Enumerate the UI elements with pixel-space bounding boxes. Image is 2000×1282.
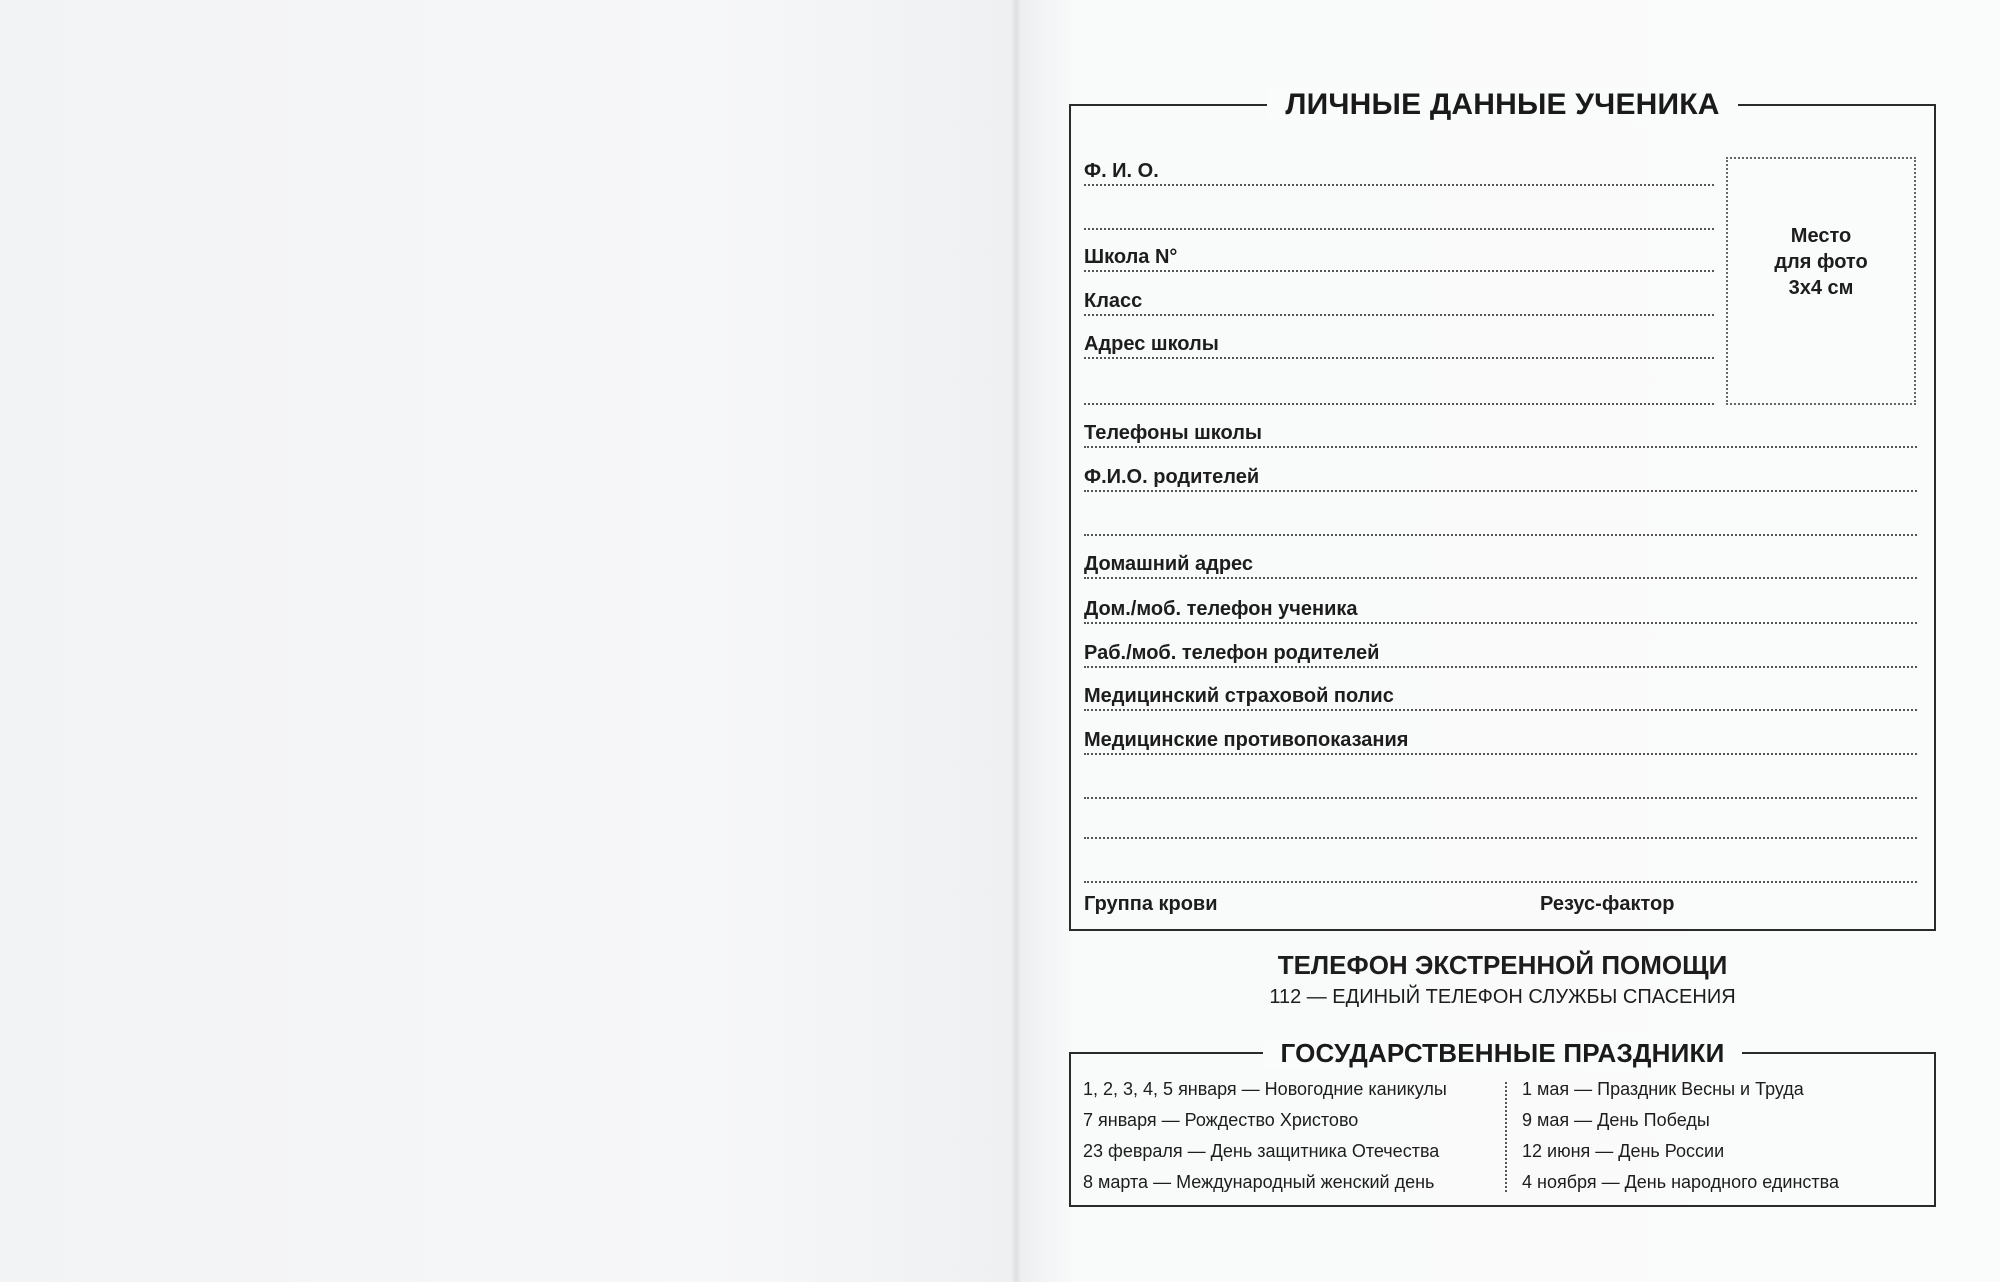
emergency-title: ТЕЛЕФОН ЭКСТРЕННОЙ ПОМОЩИ bbox=[1277, 950, 1728, 980]
contraindications-field-line2[interactable] bbox=[1084, 769, 1917, 799]
rh-factor-label: Резус-фактор bbox=[1540, 893, 1675, 915]
fio-field[interactable] bbox=[1084, 156, 1714, 186]
parents-fio-field[interactable] bbox=[1084, 462, 1917, 492]
photo-placeholder bbox=[1726, 157, 1916, 405]
holiday-item: 1, 2, 3, 4, 5 января — Новогодние каникулы bbox=[1083, 1079, 1447, 1099]
page-fold bbox=[1012, 0, 1020, 1282]
school-address-field-line2[interactable] bbox=[1084, 375, 1714, 405]
insurance-label: Медицинский страховой полис bbox=[1084, 685, 1394, 707]
student-phone-field[interactable] bbox=[1084, 594, 1917, 624]
home-address-label: Домашний адрес bbox=[1084, 553, 1254, 575]
photo-label-line1: Место bbox=[1790, 225, 1852, 247]
school-no-label: Школа N° bbox=[1084, 246, 1178, 268]
holidays-divider bbox=[1505, 1082, 1507, 1192]
fio-label: Ф. И. О. bbox=[1084, 160, 1159, 182]
contraindications-label: Медицинские противопоказания bbox=[1084, 729, 1409, 751]
emergency-line: 112 — ЕДИНЫЙ ТЕЛЕФОН СЛУЖБЫ СПАСЕНИЯ bbox=[1269, 986, 1736, 1008]
parents-fio-field-line2[interactable] bbox=[1084, 506, 1917, 536]
parents-phone-field[interactable] bbox=[1084, 638, 1917, 668]
home-address-field[interactable] bbox=[1084, 549, 1917, 579]
holiday-item: 1 мая — Праздник Весны и Труда bbox=[1522, 1079, 1804, 1099]
holidays-left-column bbox=[1083, 1074, 1447, 1198]
holidays-title: ГОСУДАРСТВЕННЫЕ ПРАЗДНИКИ bbox=[1071, 1035, 1934, 1071]
contraindications-field-line3[interactable] bbox=[1084, 809, 1917, 839]
insurance-field[interactable] bbox=[1084, 681, 1917, 711]
student-phone-label: Дом./моб. телефон ученика bbox=[1084, 598, 1358, 620]
holiday-item: 8 марта — Международный женский день bbox=[1083, 1172, 1435, 1192]
contraindications-field[interactable] bbox=[1084, 725, 1917, 755]
school-address-label: Адрес школы bbox=[1084, 333, 1219, 355]
holiday-item: 4 ноября — День народного единства bbox=[1522, 1172, 1840, 1192]
holiday-item: 9 мая — День Победы bbox=[1522, 1110, 1710, 1130]
fio-field-line2[interactable] bbox=[1084, 200, 1714, 230]
holiday-item: 23 февраля — День защитника Отечества bbox=[1083, 1141, 1440, 1161]
holiday-item: 12 июня — День России bbox=[1522, 1141, 1725, 1161]
contraindications-field-line4[interactable] bbox=[1084, 853, 1917, 883]
school-no-field[interactable] bbox=[1084, 242, 1714, 272]
blood-group-label: Группа крови bbox=[1084, 893, 1218, 915]
school-phones-label: Телефоны школы bbox=[1084, 422, 1262, 444]
school-address-field[interactable] bbox=[1084, 329, 1714, 359]
personal-data-title: ЛИЧНЫЕ ДАННЫЕ УЧЕНИКА bbox=[1071, 87, 1934, 123]
school-phones-field[interactable] bbox=[1084, 418, 1917, 448]
class-label: Класс bbox=[1084, 290, 1143, 312]
photo-label-line2: для фото bbox=[1774, 251, 1868, 273]
class-field[interactable] bbox=[1084, 286, 1714, 316]
parents-fio-label: Ф.И.О. родителей bbox=[1084, 466, 1260, 488]
photo-label-line3: 3x4 см bbox=[1788, 277, 1854, 299]
holidays-right-column bbox=[1522, 1074, 1839, 1198]
holiday-item: 7 января — Рождество Христово bbox=[1083, 1110, 1359, 1130]
parents-phone-label: Раб./моб. телефон родителей bbox=[1084, 642, 1380, 664]
